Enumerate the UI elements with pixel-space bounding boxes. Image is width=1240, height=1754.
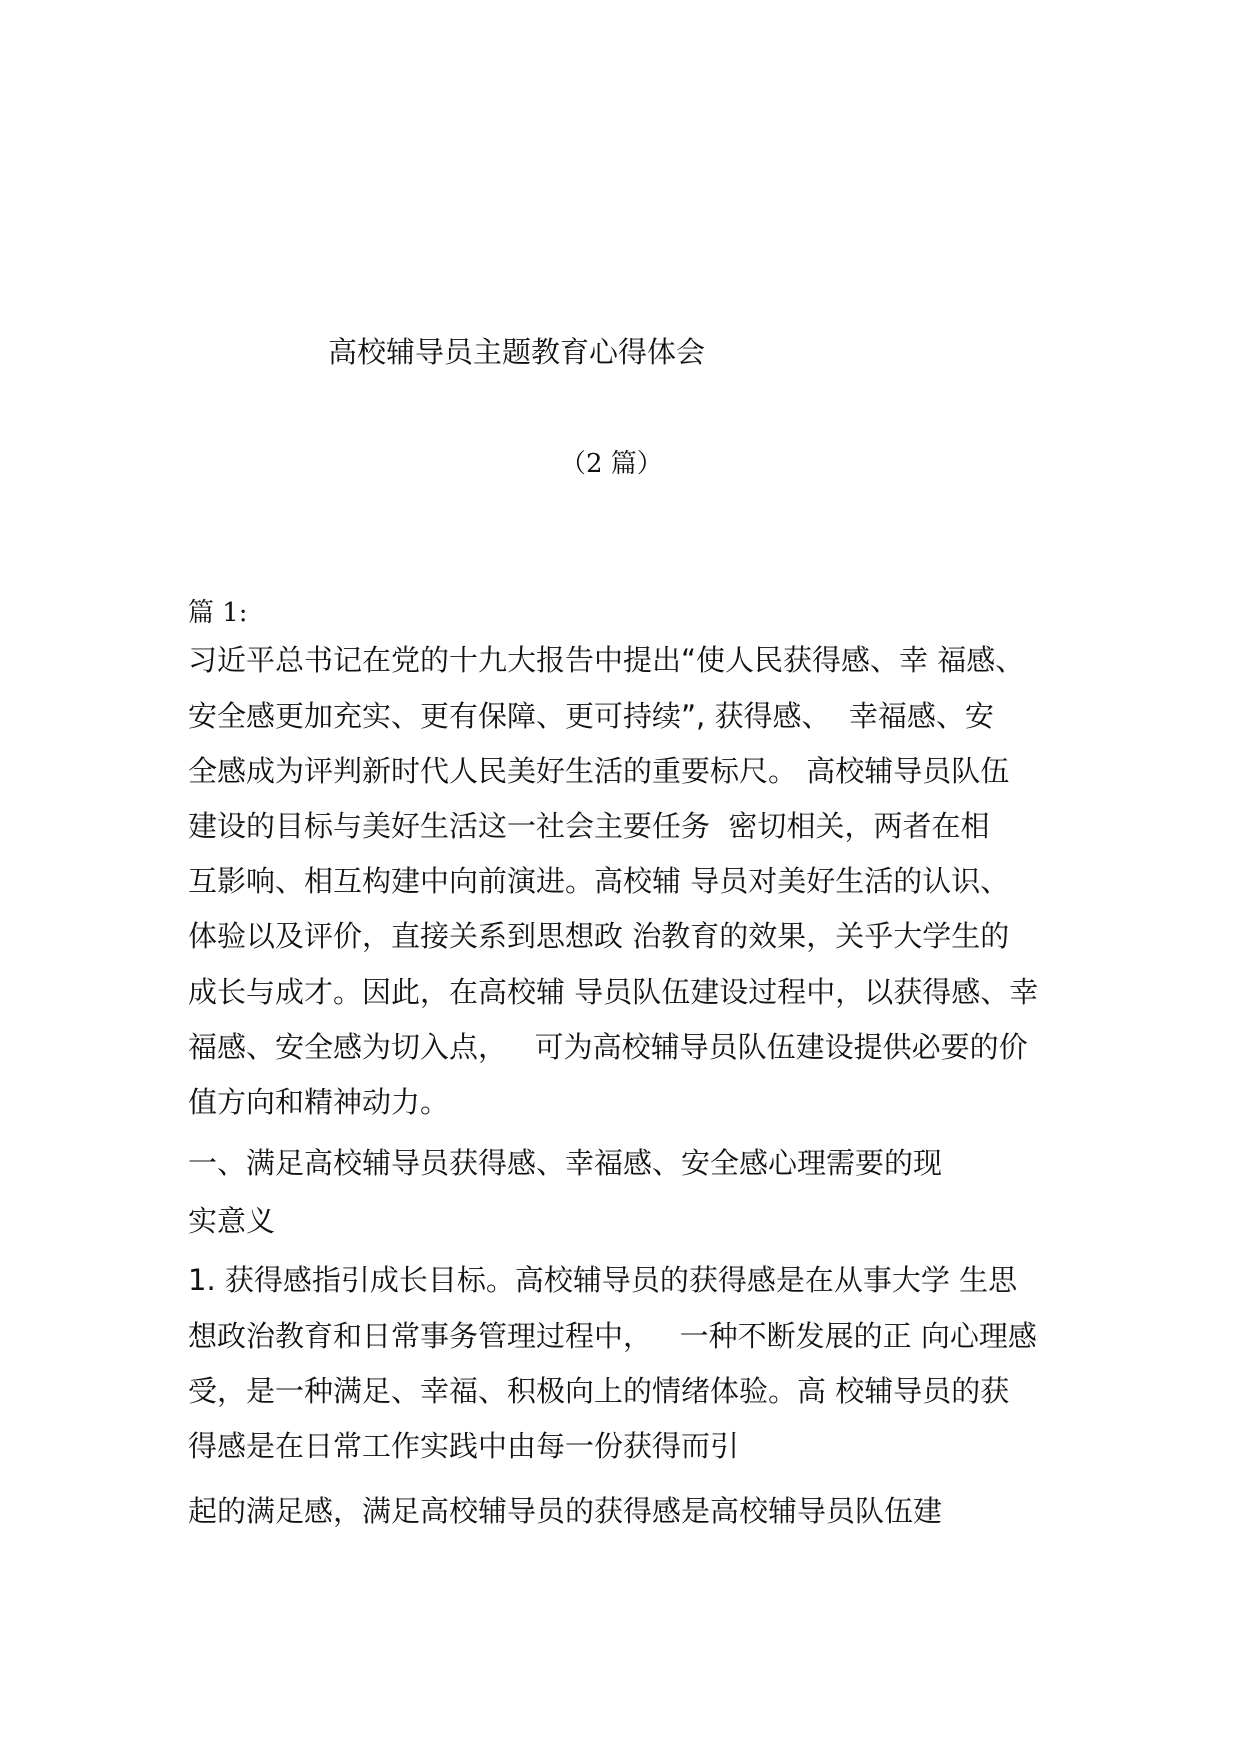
document-title: 高校辅导员主题教育心得体会	[328, 335, 706, 369]
text-line: 受，是一种满足、幸福、积极向上的情绪体验。高 校辅导员的获	[188, 1374, 1010, 1408]
text-line: 习近平总书记在党的十九大报告中提出“使人民获得感、幸 福感、	[188, 643, 1025, 677]
text-line: 体验以及评价，直接关系到思想政 治教育的效果，关乎大学生的	[188, 919, 1010, 953]
text-line: 全感成为评判新时代人民美好生活的重要标尺。 高校辅导员队伍	[188, 754, 1010, 788]
text-line: 想政治教育和日常事务管理过程中， 一种不断发展的正 向心理感	[188, 1319, 1037, 1353]
text-line: 成长与成才。因此，在高校辅 导员队伍建设过程中，以获得感、幸	[188, 975, 1039, 1009]
text-line: 互影响、相互构建中向前演进。高校辅 导员对美好生活的认识、	[188, 864, 1010, 898]
heading-line: 一、满足高校辅导员获得感、幸福感、安全感心理需要的现	[188, 1146, 943, 1180]
text-line: 福感、安全感为切入点， 可为高校辅导员队伍建设提供必要的价	[188, 1030, 1028, 1064]
document-subtitle: （2 篇）	[560, 449, 663, 479]
text-line: 1. 获得感指引成长目标。高校辅导员的获得感是在从事大学 生思	[188, 1263, 1018, 1297]
text-line: 得感是在日常工作实践中由每一份获得而引	[188, 1429, 740, 1463]
heading-line: 实意义	[188, 1204, 276, 1238]
text-line: 值方向和精神动力。	[188, 1085, 450, 1119]
section-label: 篇 1:	[188, 598, 248, 628]
text-line: 建设的目标与美好生活这一社会主要任务 密切相关，两者在相	[188, 809, 990, 843]
text-line: 起的满足感，满足高校辅导员的获得感是高校辅导员队伍建	[188, 1494, 943, 1528]
text-line: 安全感更加充实、更有保障、更可持续”, 获得感、 幸福感、安	[188, 699, 994, 733]
